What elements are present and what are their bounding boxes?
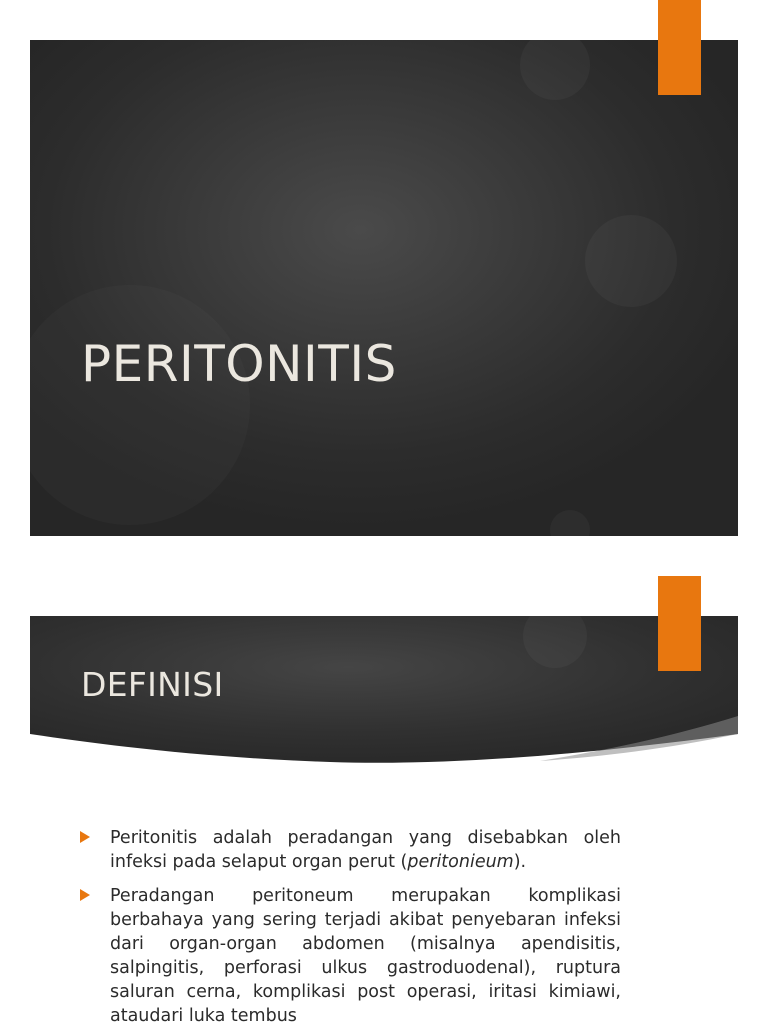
list-item (80, 826, 621, 874)
title-slide (30, 40, 738, 536)
slide-header (30, 616, 738, 766)
content-slide (30, 616, 738, 1024)
bokeh-decoration (585, 215, 677, 307)
orange-triangle-bullet-icon (80, 889, 90, 901)
list-item (80, 884, 621, 1024)
accent-bar (658, 0, 701, 95)
bokeh-decoration (550, 510, 590, 536)
bullet-text: Peritonitis adalah peradangan yang disebabkan oleh infeksi pada selaput organ perut (peritonieum). (110, 828, 621, 872)
orange-triangle-bullet-icon (80, 831, 90, 843)
accent-bar (658, 576, 701, 671)
bullet-text: Peradangan peritoneum merupakan komplikasi berbahaya yang sering terjadi akibat penyebaran infeksi dari organ-organ abdomen (misalnya apendisitis, salpingitis, perforasi ulkus gastroduodenal), ruptura saluran cerna, komplikasi post operasi, iritasi kimiawi, ataudari luka tembus (110, 886, 621, 1024)
bokeh-decoration (520, 40, 590, 100)
bullet-list (80, 826, 621, 1024)
slide-title: PERITONITIS (81, 335, 397, 393)
slide-title: DEFINISI (81, 665, 224, 704)
bokeh-decoration (30, 285, 250, 525)
